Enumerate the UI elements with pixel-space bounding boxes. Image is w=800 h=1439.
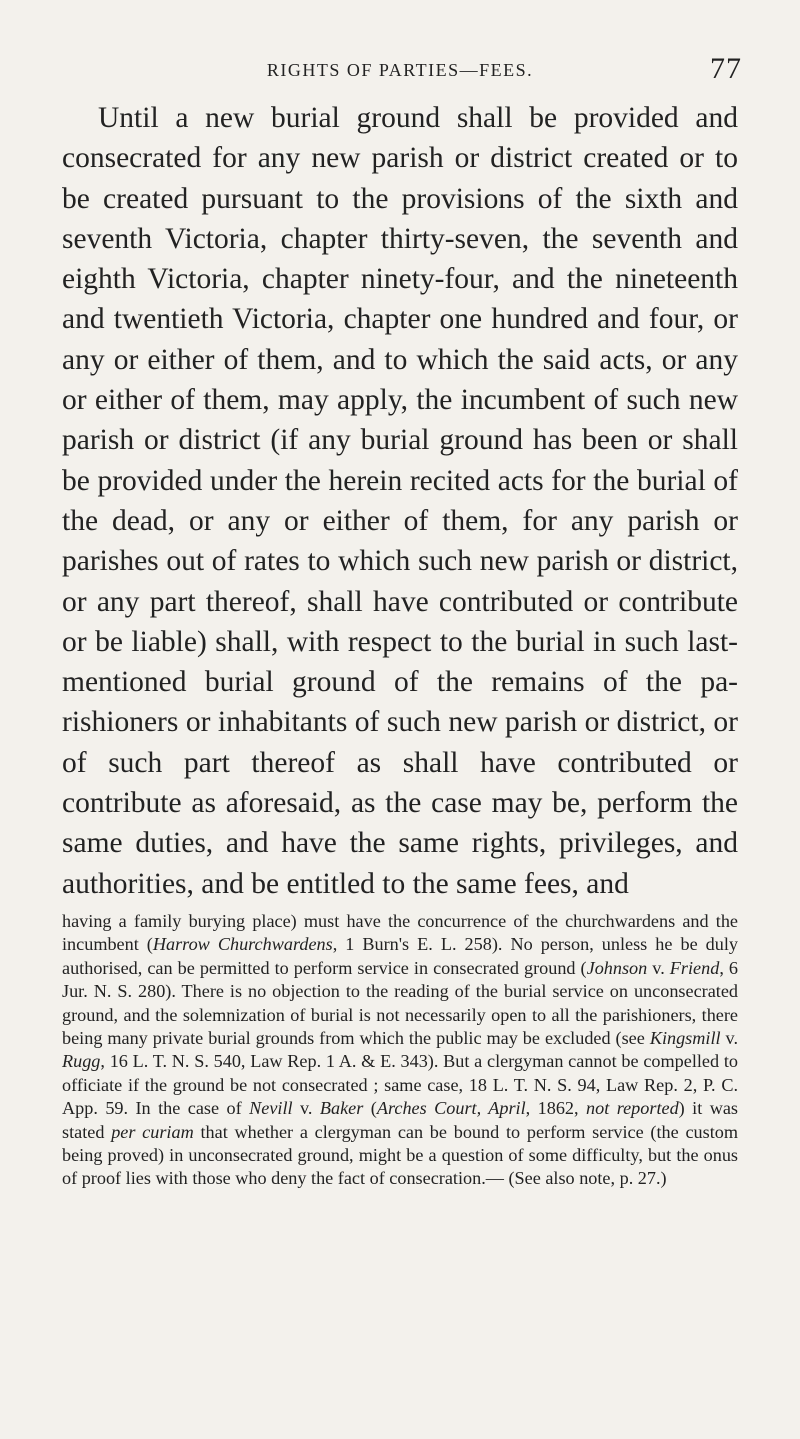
footnote-citation: not reported	[586, 1098, 679, 1119]
running-title: RIGHTS OF PARTIES—FEES.	[266, 60, 534, 80]
running-head	[62, 0, 742, 98]
footnote-citation: Rugg	[62, 1051, 101, 1072]
body-paragraph: Until a new burial ground shall be provided and consecrated for any new parish or district created or to be created pursuant to the provisions of the sixth and seventh Victoria, chapter thirty-seven, the seventh and eighth Victoria, chapter ninety-four, and the nineteenth and twentieth Victoria, chapter one hundred and four, or any or either of them, and to which the said acts, or any or either of them, may apply, the incumbent of such new parish or district (if any burial ground has been or shall be provided under the herein recited acts for the burial of the dead, or any or either of them, for any parish or parishes out of rates to which such new parish or district, or any part thereof, shall have contributed or contribute or be liable) shall, with respect to the burial in such last-mentioned burial ground of the remains of the parishioners or inhabitants of such new parish or district, or of such part thereof as shall have contributed or contribute as aforesaid, as the case may be, perform the same duties, and have the same rights, privileges, and authorities, and be entitled to the same fees, and	[62, 102, 738, 900]
footnote-segment: ) it was stated	[62, 1098, 739, 1142]
footnote-citation: Friend	[669, 957, 720, 978]
footnote-segment: , 16 L. T. N. S. 540, Law Rep. 1 A. & E. 343). But a clergyman cannot be compelled to officiate if the ground be not consecrated ; same case, 18 L. T. N. S. 94, Law Rep. 2, P. C. App. 59. In the case of	[62, 1051, 738, 1119]
footnote-segment: v.	[647, 957, 670, 978]
footnote-segment: , 1862,	[525, 1098, 587, 1119]
footnote-segment: (	[363, 1098, 377, 1119]
footnote-citation: Kingsmill	[649, 1027, 721, 1048]
page-number: 77	[710, 52, 742, 85]
footnote-citation: Baker	[319, 1098, 364, 1119]
footnote-segment: , 6 Jur. N. S. 280). There is no objection to the reading of the burial service on unconsecrated ground, and the solemnization of burial is not necessarily open to all the parishioners, there being many private burial grounds from which the public may be excluded (see	[62, 957, 738, 1048]
footnote-citation: Johnson	[586, 957, 648, 978]
footnote-segment: v.	[292, 1098, 320, 1119]
footnote-segment: v.	[720, 1027, 738, 1048]
footnote-segment: , 1 Burn's E. L. 258). No person, unless he be duly authorised, can be permitted to perform service in consecrated ground (	[62, 934, 739, 978]
footnote	[62, 910, 738, 1191]
footnote-citation: Nevill	[249, 1098, 293, 1119]
footnote-citation: Harrow Churchwardens	[152, 934, 333, 955]
footnote-citation: per curiam	[111, 1121, 194, 1142]
footnote-citation: Arches Court, April	[376, 1098, 526, 1119]
footnote-segment: that whether a clergyman can be bound to perform service (the custom being proved) in unconsecrated ground, might be a question of some difficulty, but the onus of proof lies with those who deny the fact of consecration.— (See also note, p. 27.)	[62, 1121, 738, 1189]
footnote-segment: having a family burying place) must have the concurrence of the churchwardens and the incumbent (	[62, 910, 738, 955]
